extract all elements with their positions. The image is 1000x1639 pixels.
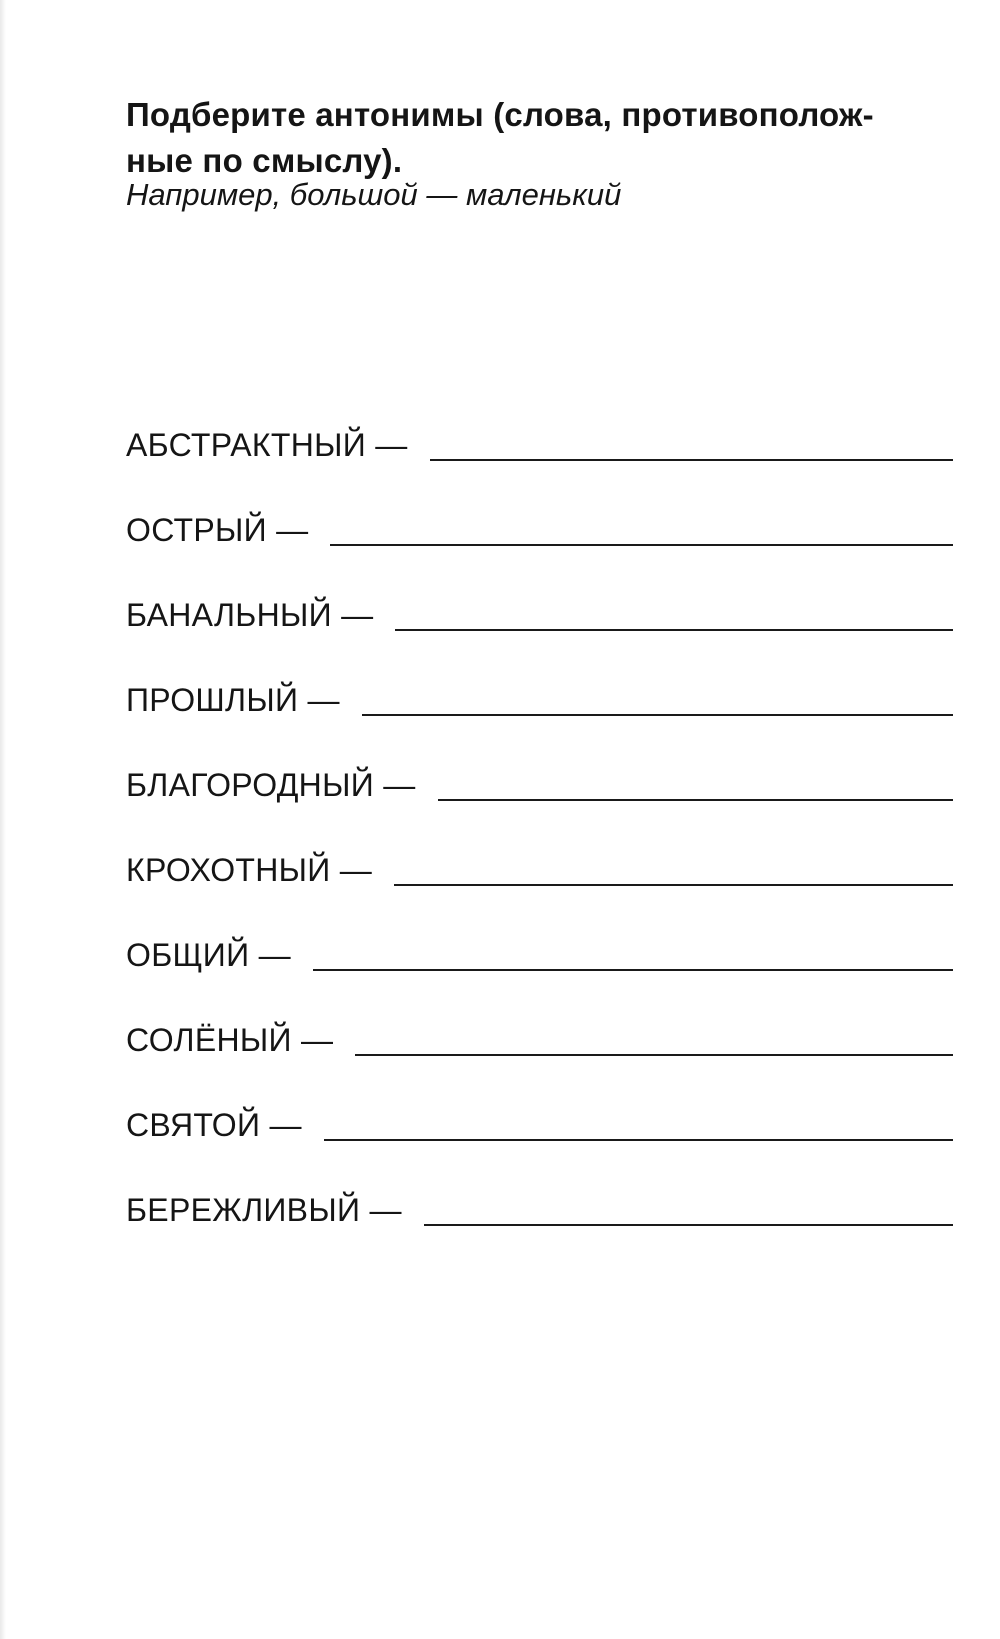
exercise-word: СВЯТОЙ — bbox=[126, 1107, 302, 1143]
exercise-item bbox=[126, 975, 953, 1060]
exercise-item bbox=[126, 890, 953, 975]
exercise-word: ПРОШЛЫЙ — bbox=[126, 682, 340, 718]
exercise-item bbox=[126, 635, 953, 720]
exercise-item bbox=[126, 550, 953, 635]
exercise-item bbox=[126, 380, 953, 465]
task-instruction bbox=[126, 92, 966, 184]
exercise-word: БЕРЕЖЛИВЫЙ — bbox=[126, 1192, 402, 1228]
exercise-word: ОСТРЫЙ — bbox=[126, 512, 309, 548]
answer-blank[interactable] bbox=[395, 599, 953, 631]
exercise-word: ОБЩИЙ — bbox=[126, 937, 291, 973]
answer-blank[interactable] bbox=[438, 769, 953, 801]
answer-blank[interactable] bbox=[355, 1024, 953, 1056]
exercise-item bbox=[126, 805, 953, 890]
answer-blank[interactable] bbox=[394, 854, 953, 886]
exercise-word: КРОХОТНЫЙ — bbox=[126, 852, 373, 888]
exercise-word: СОЛЁНЫЙ — bbox=[126, 1022, 334, 1058]
instruction-line-2: ные по смыслу). bbox=[126, 142, 403, 179]
exercise-word: БЛАГОРОДНЫЙ — bbox=[126, 767, 416, 803]
exercise-word: БАНАЛЬНЫЙ — bbox=[126, 597, 374, 633]
answer-blank[interactable] bbox=[330, 514, 953, 546]
exercise-item bbox=[126, 720, 953, 805]
answer-blank[interactable] bbox=[430, 429, 953, 461]
instruction-line-1: Подберите антонимы (слова, противополож- bbox=[126, 96, 874, 133]
exercise-item bbox=[126, 465, 953, 550]
exercise-item bbox=[126, 1060, 953, 1145]
answer-blank[interactable] bbox=[324, 1109, 953, 1141]
answer-blank[interactable] bbox=[424, 1194, 953, 1226]
antonym-exercise-list bbox=[126, 380, 953, 1230]
exercise-item bbox=[126, 1145, 953, 1230]
page-edge-shadow bbox=[0, 0, 6, 1639]
answer-blank[interactable] bbox=[313, 939, 953, 971]
task-example: Например, большой — маленький bbox=[126, 177, 622, 212]
exercise-word: АБСТРАКТНЫЙ — bbox=[126, 427, 408, 463]
answer-blank[interactable] bbox=[362, 684, 953, 716]
